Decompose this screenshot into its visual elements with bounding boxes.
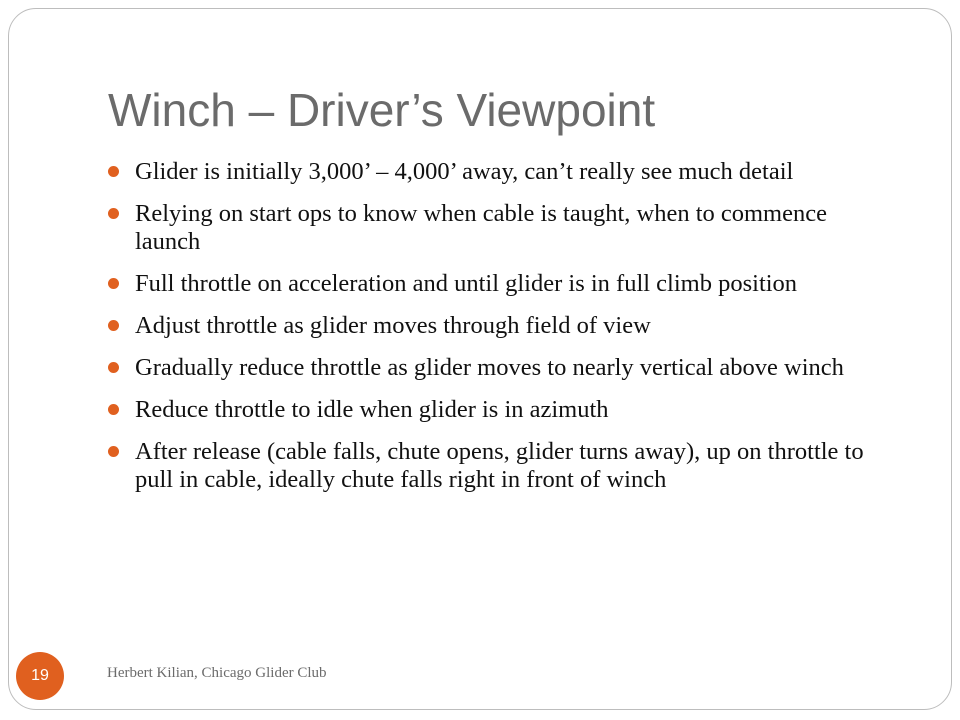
- bullet-item: [108, 200, 898, 256]
- bullet-dot-icon: [108, 446, 119, 457]
- bullet-item: [108, 396, 898, 424]
- bullet-text: Relying on start ops to know when cable is taught, when to commence launch: [135, 200, 827, 255]
- page-number-badge: 19: [16, 652, 64, 700]
- bullet-dot-icon: [108, 320, 119, 331]
- bullet-item: [108, 312, 898, 340]
- bullet-dot-icon: [108, 362, 119, 373]
- bullet-text: Glider is initially 3,000’ – 4,000’ away, can’t really see much detail: [135, 158, 794, 185]
- bullet-dot-icon: [108, 404, 119, 415]
- bullet-dot-icon: [108, 166, 119, 177]
- bullet-list: [108, 158, 898, 508]
- slide-title: Winch – Driver’s Viewpoint: [108, 84, 656, 136]
- bullet-text: Gradually reduce throttle as glider moves to nearly vertical above winch: [135, 354, 844, 381]
- bullet-text: Reduce throttle to idle when glider is in azimuth: [135, 396, 609, 423]
- bullet-dot-icon: [108, 278, 119, 289]
- bullet-text: After release (cable falls, chute opens, glider turns away), up on throttle to pull in cable, ideally chute falls right in front of winch: [135, 438, 864, 493]
- bullet-text: Full throttle on acceleration and until glider is in full climb position: [135, 270, 798, 297]
- bullet-item: [108, 438, 898, 494]
- bullet-item: [108, 158, 898, 186]
- bullet-dot-icon: [108, 208, 119, 219]
- bullet-text: Adjust throttle as glider moves through field of view: [135, 312, 651, 339]
- bullet-item: [108, 354, 898, 382]
- footer-text: Herbert Kilian, Chicago Glider Club: [107, 665, 327, 681]
- bullet-item: [108, 270, 898, 298]
